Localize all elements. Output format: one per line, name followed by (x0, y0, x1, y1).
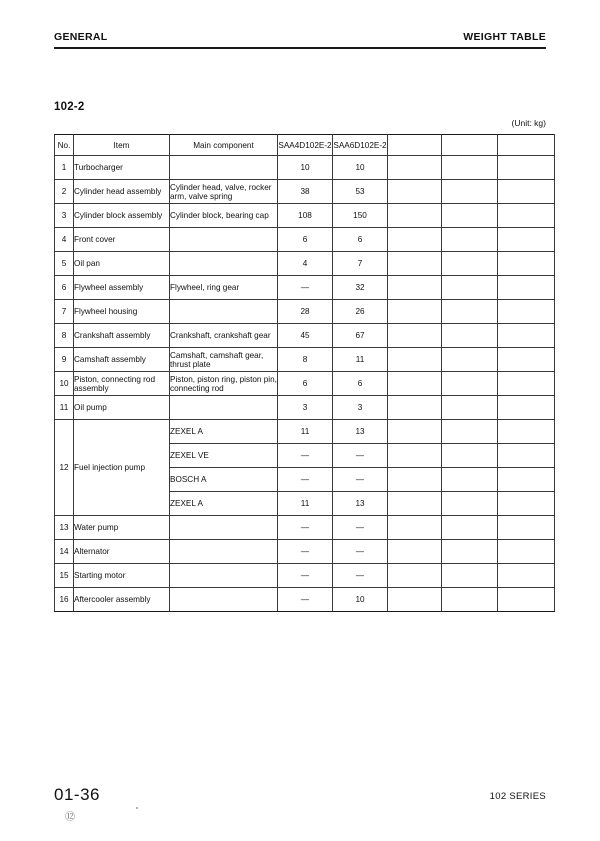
cell-no: 7 (55, 300, 74, 324)
cell-empty-1 (388, 156, 442, 180)
cell-value-saa6d102e2: — (333, 468, 388, 492)
cell-value-saa4d102e2: 45 (278, 324, 333, 348)
cell-empty-2 (442, 468, 498, 492)
cell-empty-3 (498, 444, 555, 468)
cell-component (170, 252, 278, 276)
cell-component (170, 228, 278, 252)
cell-value-saa6d102e2: 10 (333, 156, 388, 180)
cell-item: Starting motor (74, 564, 170, 588)
cell-value-saa4d102e2: — (278, 540, 333, 564)
cell-empty-1 (388, 252, 442, 276)
table-row (55, 156, 555, 180)
cell-empty-2 (442, 300, 498, 324)
cell-empty-1 (388, 492, 442, 516)
cell-value-saa6d102e2: 67 (333, 324, 388, 348)
table-header (55, 135, 555, 156)
cell-empty-1 (388, 372, 442, 396)
cell-value-saa4d102e2: 10 (278, 156, 333, 180)
cell-empty-1 (388, 228, 442, 252)
cell-empty-2 (442, 492, 498, 516)
header-divider-rule (54, 47, 546, 49)
cell-component (170, 564, 278, 588)
cell-item: Cylinder block assembly (74, 204, 170, 228)
table-row (55, 588, 555, 612)
cell-empty-3 (498, 348, 555, 372)
cell-empty-2 (442, 156, 498, 180)
cell-no: 4 (55, 228, 74, 252)
table-row (55, 300, 555, 324)
cell-component: ZEXEL A (170, 420, 278, 444)
cell-empty-1 (388, 564, 442, 588)
cell-item: Camshaft assembly (74, 348, 170, 372)
cell-value-saa4d102e2: — (278, 564, 333, 588)
cell-no: 2 (55, 180, 74, 204)
weight-table (54, 134, 555, 612)
cell-value-saa4d102e2: — (278, 276, 333, 300)
cell-empty-1 (388, 420, 442, 444)
cell-item: Aftercooler assembly (74, 588, 170, 612)
cell-component: ZEXEL A (170, 492, 278, 516)
cell-empty-3 (498, 396, 555, 420)
cell-empty-1 (388, 588, 442, 612)
cell-item: Cylinder head assembly (74, 180, 170, 204)
cell-component (170, 516, 278, 540)
table-row (55, 228, 555, 252)
cell-empty-2 (442, 180, 498, 204)
cell-empty-3 (498, 540, 555, 564)
cell-value-saa6d102e2: 150 (333, 204, 388, 228)
cell-value-saa6d102e2: 10 (333, 588, 388, 612)
cell-empty-3 (498, 588, 555, 612)
cell-empty-3 (498, 252, 555, 276)
cell-component: Cylinder block, bearing cap (170, 204, 278, 228)
cell-component: ZEXEL VE (170, 444, 278, 468)
cell-empty-3 (498, 276, 555, 300)
cell-empty-2 (442, 204, 498, 228)
cell-empty-2 (442, 564, 498, 588)
cell-empty-3 (498, 180, 555, 204)
cell-empty-3 (498, 204, 555, 228)
cell-item: Alternator (74, 540, 170, 564)
cell-empty-1 (388, 540, 442, 564)
scan-artifact-dot (136, 807, 138, 809)
cell-empty-1 (388, 204, 442, 228)
cell-value-saa6d102e2: 11 (333, 348, 388, 372)
cell-component: BOSCH A (170, 468, 278, 492)
cell-value-saa6d102e2: — (333, 564, 388, 588)
cell-value-saa6d102e2: — (333, 444, 388, 468)
footer-series-label: 102 SERIES (489, 791, 546, 802)
cell-empty-2 (442, 420, 498, 444)
cell-empty-2 (442, 324, 498, 348)
cell-component (170, 396, 278, 420)
cell-empty-2 (442, 252, 498, 276)
cell-item: Flywheel housing (74, 300, 170, 324)
cell-empty-3 (498, 372, 555, 396)
cell-empty-2 (442, 276, 498, 300)
table-row (55, 276, 555, 300)
cell-value-saa4d102e2: 11 (278, 492, 333, 516)
cell-item: Oil pan (74, 252, 170, 276)
cell-component: Crankshaft, crankshaft gear (170, 324, 278, 348)
cell-empty-2 (442, 372, 498, 396)
cell-value-saa6d102e2: 13 (333, 492, 388, 516)
cell-value-saa4d102e2: 4 (278, 252, 333, 276)
cell-no: 15 (55, 564, 74, 588)
table-row (55, 180, 555, 204)
cell-value-saa6d102e2: 32 (333, 276, 388, 300)
cell-item: Water pump (74, 516, 170, 540)
cell-value-saa6d102e2: — (333, 516, 388, 540)
cell-item: Crankshaft assembly (74, 324, 170, 348)
cell-empty-3 (498, 300, 555, 324)
cell-empty-3 (498, 516, 555, 540)
cell-no: 8 (55, 324, 74, 348)
column-header-saa4d102e2: SAA4D102E-2 (278, 135, 333, 156)
table-row (55, 348, 555, 372)
column-header-empty-3 (498, 135, 555, 156)
header-right-title: WEIGHT TABLE (463, 31, 546, 43)
column-header-empty-2 (442, 135, 498, 156)
section-title: 102-2 (54, 101, 85, 113)
column-header-item: Item (74, 135, 170, 156)
cell-component: Piston, piston ring, piston pin, connecting rod (170, 372, 278, 396)
footer-revision-mark: ⑫ (65, 812, 75, 823)
cell-no: 14 (55, 540, 74, 564)
cell-no: 1 (55, 156, 74, 180)
table-row (55, 540, 555, 564)
header-left-title: GENERAL (54, 31, 108, 43)
cell-value-saa4d102e2: — (278, 468, 333, 492)
cell-value-saa6d102e2: 13 (333, 420, 388, 444)
cell-item: Oil pump (74, 396, 170, 420)
cell-value-saa4d102e2: 6 (278, 228, 333, 252)
cell-value-saa4d102e2: — (278, 444, 333, 468)
cell-value-saa4d102e2: 11 (278, 420, 333, 444)
cell-no: 9 (55, 348, 74, 372)
column-header-saa6d102e2: SAA6D102E-2 (333, 135, 388, 156)
table-row (55, 324, 555, 348)
cell-empty-2 (442, 396, 498, 420)
cell-empty-3 (498, 468, 555, 492)
cell-component: Cylinder head, valve, rocker arm, valve spring (170, 180, 278, 204)
cell-value-saa6d102e2: 6 (333, 372, 388, 396)
cell-item: Flywheel assembly (74, 276, 170, 300)
cell-empty-2 (442, 588, 498, 612)
cell-no: 5 (55, 252, 74, 276)
cell-component (170, 300, 278, 324)
cell-item: Turbocharger (74, 156, 170, 180)
cell-empty-1 (388, 300, 442, 324)
cell-empty-1 (388, 468, 442, 492)
cell-component: Camshaft, camshaft gear, thrust plate (170, 348, 278, 372)
cell-empty-2 (442, 444, 498, 468)
cell-value-saa6d102e2: 26 (333, 300, 388, 324)
cell-empty-3 (498, 324, 555, 348)
column-header-no: No. (55, 135, 74, 156)
cell-empty-1 (388, 444, 442, 468)
cell-value-saa4d102e2: — (278, 588, 333, 612)
table-header-row (55, 135, 555, 156)
cell-no: 12 (55, 420, 74, 516)
cell-value-saa6d102e2: — (333, 540, 388, 564)
cell-item: Fuel injection pump (74, 420, 170, 516)
table-row (55, 516, 555, 540)
cell-empty-3 (498, 156, 555, 180)
cell-value-saa4d102e2: 6 (278, 372, 333, 396)
cell-no: 16 (55, 588, 74, 612)
table-row (55, 372, 555, 396)
cell-no: 6 (55, 276, 74, 300)
cell-empty-2 (442, 540, 498, 564)
cell-component (170, 156, 278, 180)
cell-empty-3 (498, 420, 555, 444)
cell-value-saa4d102e2: 28 (278, 300, 333, 324)
cell-value-saa4d102e2: — (278, 516, 333, 540)
cell-empty-3 (498, 492, 555, 516)
cell-empty-1 (388, 180, 442, 204)
column-header-empty-1 (388, 135, 442, 156)
cell-value-saa4d102e2: 3 (278, 396, 333, 420)
cell-value-saa4d102e2: 108 (278, 204, 333, 228)
cell-value-saa6d102e2: 53 (333, 180, 388, 204)
cell-empty-1 (388, 396, 442, 420)
footer-page-number: 01-36 (54, 785, 100, 804)
cell-component: Flywheel, ring gear (170, 276, 278, 300)
cell-no: 13 (55, 516, 74, 540)
table-row (55, 204, 555, 228)
cell-value-saa4d102e2: 38 (278, 180, 333, 204)
cell-empty-2 (442, 516, 498, 540)
table-body (55, 156, 555, 612)
cell-empty-3 (498, 564, 555, 588)
table-row (55, 420, 555, 444)
column-header-component: Main component (170, 135, 278, 156)
cell-component (170, 588, 278, 612)
cell-component (170, 540, 278, 564)
table-row (55, 252, 555, 276)
cell-value-saa6d102e2: 6 (333, 228, 388, 252)
cell-empty-1 (388, 516, 442, 540)
cell-empty-2 (442, 228, 498, 252)
page-running-header (54, 31, 546, 43)
cell-value-saa4d102e2: 8 (278, 348, 333, 372)
cell-value-saa6d102e2: 7 (333, 252, 388, 276)
cell-empty-1 (388, 276, 442, 300)
cell-item: Front cover (74, 228, 170, 252)
cell-empty-1 (388, 324, 442, 348)
cell-value-saa6d102e2: 3 (333, 396, 388, 420)
unit-note: (Unit: kg) (511, 118, 546, 128)
table-row (55, 564, 555, 588)
cell-no: 3 (55, 204, 74, 228)
cell-no: 11 (55, 396, 74, 420)
cell-empty-2 (442, 348, 498, 372)
cell-no: 10 (55, 372, 74, 396)
cell-item: Piston, connecting rod assembly (74, 372, 170, 396)
table-row (55, 396, 555, 420)
cell-empty-1 (388, 348, 442, 372)
cell-empty-3 (498, 228, 555, 252)
